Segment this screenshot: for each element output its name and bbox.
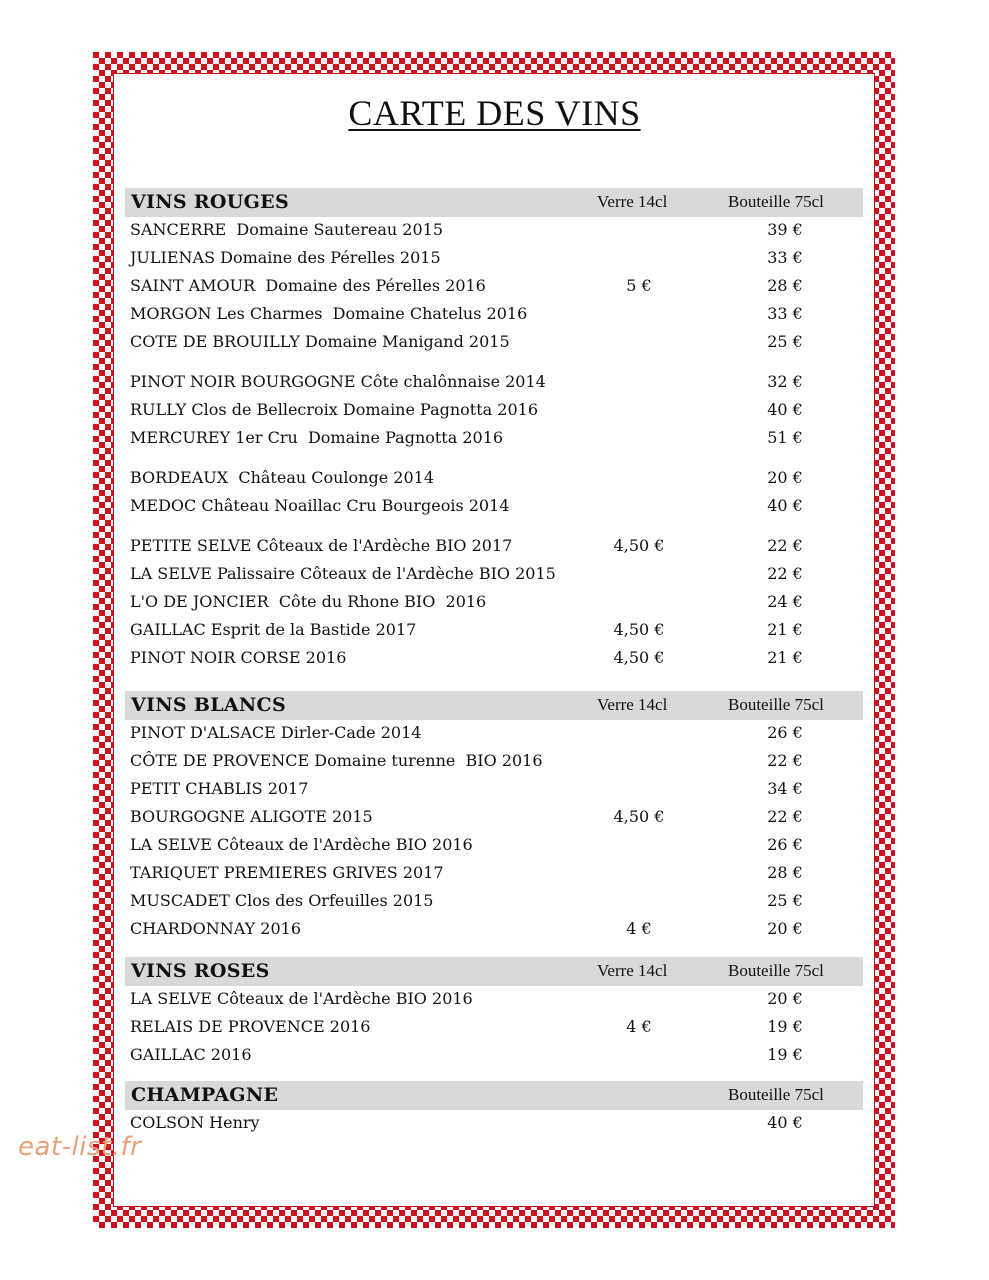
price-bouteille: 21 €: [767, 648, 803, 667]
wine-name: LA SELVE Côteaux de l'Ardèche BIO 2016: [130, 989, 473, 1008]
wine-row: [125, 1110, 863, 1138]
wine-row: [125, 986, 863, 1014]
wine-name: RULLY Clos de Bellecroix Domaine Pagnotta 2016: [130, 400, 539, 419]
wine-name: LA SELVE Palissaire Côteaux de l'Ardèche BIO 2015: [130, 564, 556, 583]
section-title: CHAMPAGNE: [131, 1084, 279, 1106]
wine-list: [125, 217, 863, 673]
column-verre-label: Verre 14cl: [597, 192, 668, 211]
wine-name: GAILLAC Esprit de la Bastide 2017: [130, 620, 417, 639]
wine-row: [125, 301, 863, 329]
group-spacer: [125, 357, 863, 369]
wine-list: [125, 720, 863, 944]
wine-row: [125, 589, 863, 617]
wine-row: [125, 369, 863, 397]
price-verre: 4,50 €: [613, 648, 665, 667]
wine-row: [125, 329, 863, 357]
wine-row: [125, 776, 863, 804]
price-bouteille: 40 €: [767, 496, 803, 515]
price-bouteille: 33 €: [767, 304, 803, 323]
watermark: eat-list.fr: [18, 1132, 142, 1162]
wine-row: [125, 425, 863, 453]
wine-name: PINOT D'ALSACE Dirler-Cade 2014: [130, 723, 422, 742]
wine-name: L'O DE JONCIER Côte du Rhone BIO 2016: [130, 592, 487, 611]
wine-name: PINOT NOIR BOURGOGNE Côte chalônnaise 2014: [130, 372, 546, 391]
column-verre-label: Verre 14cl: [597, 695, 668, 714]
section-header: [125, 188, 863, 217]
section-vins-blancs: [125, 691, 863, 944]
wine-name: PINOT NOIR CORSE 2016: [130, 648, 347, 667]
wine-name: MORGON Les Charmes Domaine Chatelus 2016: [130, 304, 528, 323]
wine-row: [125, 273, 863, 301]
wine-row: [125, 533, 863, 561]
price-bouteille: 22 €: [767, 536, 803, 555]
column-bouteille-label: Bouteille 75cl: [728, 961, 824, 980]
section-title: VINS ROUGES: [131, 191, 289, 213]
wine-list: [125, 1110, 863, 1138]
wine-row: [125, 645, 863, 673]
wine-row: [125, 617, 863, 645]
wine-row: [125, 493, 863, 521]
price-bouteille: 19 €: [767, 1045, 803, 1064]
price-bouteille: 32 €: [767, 372, 803, 391]
wine-row: [125, 465, 863, 493]
price-verre: 4 €: [626, 1017, 652, 1036]
price-bouteille: 22 €: [767, 807, 803, 826]
price-verre: 4,50 €: [613, 807, 665, 826]
price-bouteille: 22 €: [767, 751, 803, 770]
wine-row: [125, 1042, 863, 1070]
wine-name: CHARDONNAY 2016: [130, 919, 302, 938]
column-verre-label: Verre 14cl: [597, 961, 668, 980]
wine-name: TARIQUET PREMIERES GRIVES 2017: [130, 863, 444, 882]
price-verre: 5 €: [626, 276, 652, 295]
wine-name: MUSCADET Clos des Orfeuilles 2015: [130, 891, 434, 910]
wine-name: CÔTE DE PROVENCE Domaine turenne BIO 2016: [130, 751, 543, 770]
price-bouteille: 28 €: [767, 276, 803, 295]
price-verre: 4 €: [626, 919, 652, 938]
wine-name: GAILLAC 2016: [130, 1045, 252, 1064]
wine-name: LA SELVE Côteaux de l'Ardèche BIO 2016: [130, 835, 473, 854]
price-bouteille: 25 €: [767, 891, 803, 910]
price-bouteille: 22 €: [767, 564, 803, 583]
section-header: [125, 957, 863, 986]
wine-row: [125, 832, 863, 860]
price-bouteille: 28 €: [767, 863, 803, 882]
price-bouteille: 20 €: [767, 468, 803, 487]
price-verre: 4,50 €: [613, 620, 665, 639]
wine-row: [125, 860, 863, 888]
price-bouteille: 19 €: [767, 1017, 803, 1036]
group-spacer: [125, 453, 863, 465]
wine-row: [125, 888, 863, 916]
wine-row: [125, 217, 863, 245]
price-bouteille: 26 €: [767, 835, 803, 854]
wine-name: BOURGOGNE ALIGOTE 2015: [130, 807, 373, 826]
section-header: [125, 691, 863, 720]
price-bouteille: 33 €: [767, 248, 803, 267]
wine-row: [125, 916, 863, 944]
price-bouteille: 21 €: [767, 620, 803, 639]
wine-row: [125, 1014, 863, 1042]
wine-name: PETIT CHABLIS 2017: [130, 779, 309, 798]
price-bouteille: 24 €: [767, 592, 803, 611]
section-vins-roses: [125, 957, 863, 1070]
price-verre: 4,50 €: [613, 536, 665, 555]
wine-name: RELAIS DE PROVENCE 2016: [130, 1017, 371, 1036]
price-bouteille: 40 €: [767, 1113, 803, 1132]
wine-row: [125, 397, 863, 425]
wine-list: [125, 986, 863, 1070]
price-bouteille: 34 €: [767, 779, 803, 798]
wine-name: MERCUREY 1er Cru Domaine Pagnotta 2016: [130, 428, 504, 447]
price-bouteille: 39 €: [767, 220, 803, 239]
price-bouteille: 25 €: [767, 332, 803, 351]
section-title: VINS BLANCS: [131, 694, 287, 716]
price-bouteille: 40 €: [767, 400, 803, 419]
price-bouteille: 20 €: [767, 989, 803, 1008]
wine-row: [125, 804, 863, 832]
wine-name: BORDEAUX Château Coulonge 2014: [130, 468, 434, 487]
wine-name: COTE DE BROUILLY Domaine Manigand 2015: [130, 332, 510, 351]
section-header: [125, 1081, 863, 1110]
wine-name: PETITE SELVE Côteaux de l'Ardèche BIO 2017: [130, 536, 513, 555]
wine-name: JULIENAS Domaine des Pérelles 2015: [130, 248, 441, 267]
wine-name: COLSON Henry: [130, 1113, 260, 1132]
wine-row: [125, 561, 863, 589]
price-bouteille: 51 €: [767, 428, 803, 447]
wine-name: SAINT AMOUR Domaine des Pérelles 2016: [130, 276, 486, 295]
column-bouteille-label: Bouteille 75cl: [728, 695, 824, 714]
wine-row: [125, 748, 863, 776]
section-champagne: [125, 1081, 863, 1138]
wine-name: MEDOC Château Noaillac Cru Bourgeois 2014: [130, 496, 510, 515]
group-spacer: [125, 521, 863, 533]
column-bouteille-label: Bouteille 75cl: [728, 192, 824, 211]
wine-name: SANCERRE Domaine Sautereau 2015: [130, 220, 443, 239]
section-vins-rouges: [125, 188, 863, 673]
column-bouteille-label: Bouteille 75cl: [728, 1085, 824, 1104]
section-title: VINS ROSES: [131, 960, 270, 982]
wine-row: [125, 245, 863, 273]
price-bouteille: 20 €: [767, 919, 803, 938]
page-title: CARTE DES VINS: [348, 93, 641, 133]
price-bouteille: 26 €: [767, 723, 803, 742]
wine-row: [125, 720, 863, 748]
